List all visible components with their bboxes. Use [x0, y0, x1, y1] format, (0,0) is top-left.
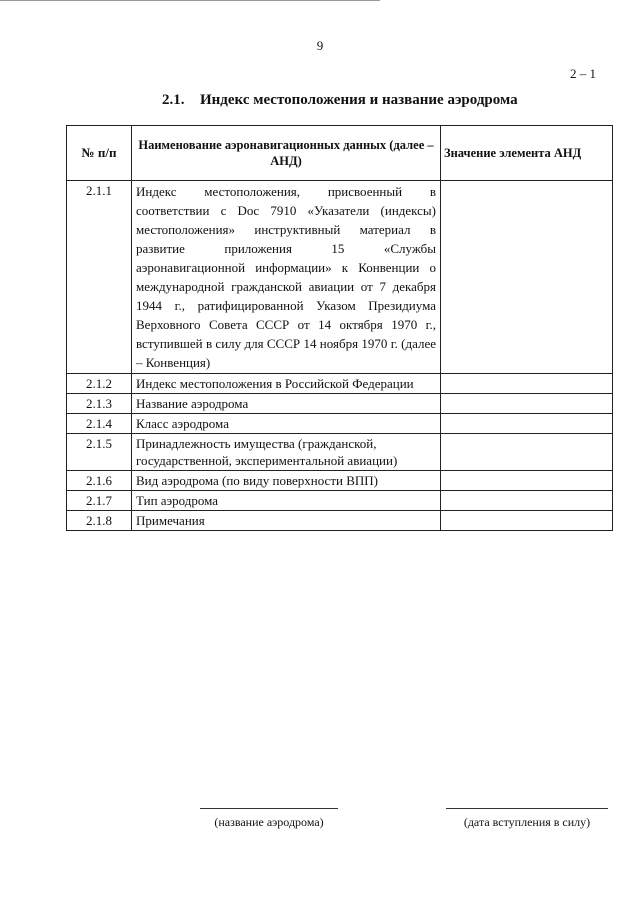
table-row: [67, 414, 613, 434]
table-row: [67, 394, 613, 414]
row-value-cell[interactable]: [441, 414, 613, 434]
signature-effective-date: [446, 808, 608, 830]
row-value-cell[interactable]: [441, 511, 613, 531]
row-name: Название аэродрома: [132, 394, 441, 414]
section-title: [162, 92, 518, 109]
caption-aerodrome-name: (название аэродрома): [214, 815, 324, 829]
row-num: 2.1.1: [67, 181, 132, 374]
header-name: Наименование аэронавигационных данных (далее – АНД): [132, 126, 441, 181]
page-number: 9: [316, 38, 324, 53]
row-value-cell[interactable]: [441, 471, 613, 491]
row-value-cell[interactable]: [441, 434, 613, 471]
table-row: [67, 374, 613, 394]
header-value: Значение элемента АНД: [441, 126, 613, 181]
row-num: 2.1.2: [67, 374, 132, 394]
row-value-cell[interactable]: [441, 491, 613, 511]
table-header-row: [67, 126, 613, 181]
table-row: [67, 434, 613, 471]
row-name: Вид аэродрома (по виду поверхности ВПП): [132, 471, 441, 491]
signature-aerodrome-name: [200, 808, 338, 830]
row-name: Класс аэродрома: [132, 414, 441, 434]
row-value-cell[interactable]: [441, 374, 613, 394]
table-row: [67, 181, 613, 374]
caption-effective-date: (дата вступления в силу): [463, 815, 591, 829]
row-num: 2.1.8: [67, 511, 132, 531]
header-num: № п/п: [67, 126, 132, 181]
row-name: Примечания: [132, 511, 441, 531]
section-number: 2.1.: [162, 92, 185, 108]
section-title-text: Индекс местоположения и название аэродрома: [200, 92, 518, 108]
table-row: [67, 511, 613, 531]
row-name: Принадлежность имущества (гражданской, государственной, экспериментальной авиации): [132, 434, 441, 471]
row-value-cell[interactable]: [441, 394, 613, 414]
row-name: Тип аэродрома: [132, 491, 441, 511]
row-name: Индекс местоположения, присвоенный в соответствии с Doc 7910 «Указатели (индексы) местоположения» инструктивный материал в развитие приложения 15 «Службы аэронавигационной информации» к Конвенции о международной гражданской авиации от 7 декабря 1944 г., ратифицированной Указом Президиума Верховного Совета СССР от 14 октября 1970 г., вступившей в силу для СССР 14 ноября 1970 г. (далее – Конвенция): [132, 181, 441, 374]
row-num: 2.1.6: [67, 471, 132, 491]
table-row: [67, 471, 613, 491]
and-table: [66, 125, 613, 531]
form-code: 2 – 1: [570, 66, 596, 81]
row-value-cell[interactable]: [441, 181, 613, 374]
row-num: 2.1.3: [67, 394, 132, 414]
row-name: Индекс местоположения в Российской Федерации: [132, 374, 441, 394]
row-num: 2.1.7: [67, 491, 132, 511]
table-row: [67, 491, 613, 511]
row-num: 2.1.4: [67, 414, 132, 434]
top-rule: [0, 0, 380, 1]
row-num: 2.1.5: [67, 434, 132, 471]
